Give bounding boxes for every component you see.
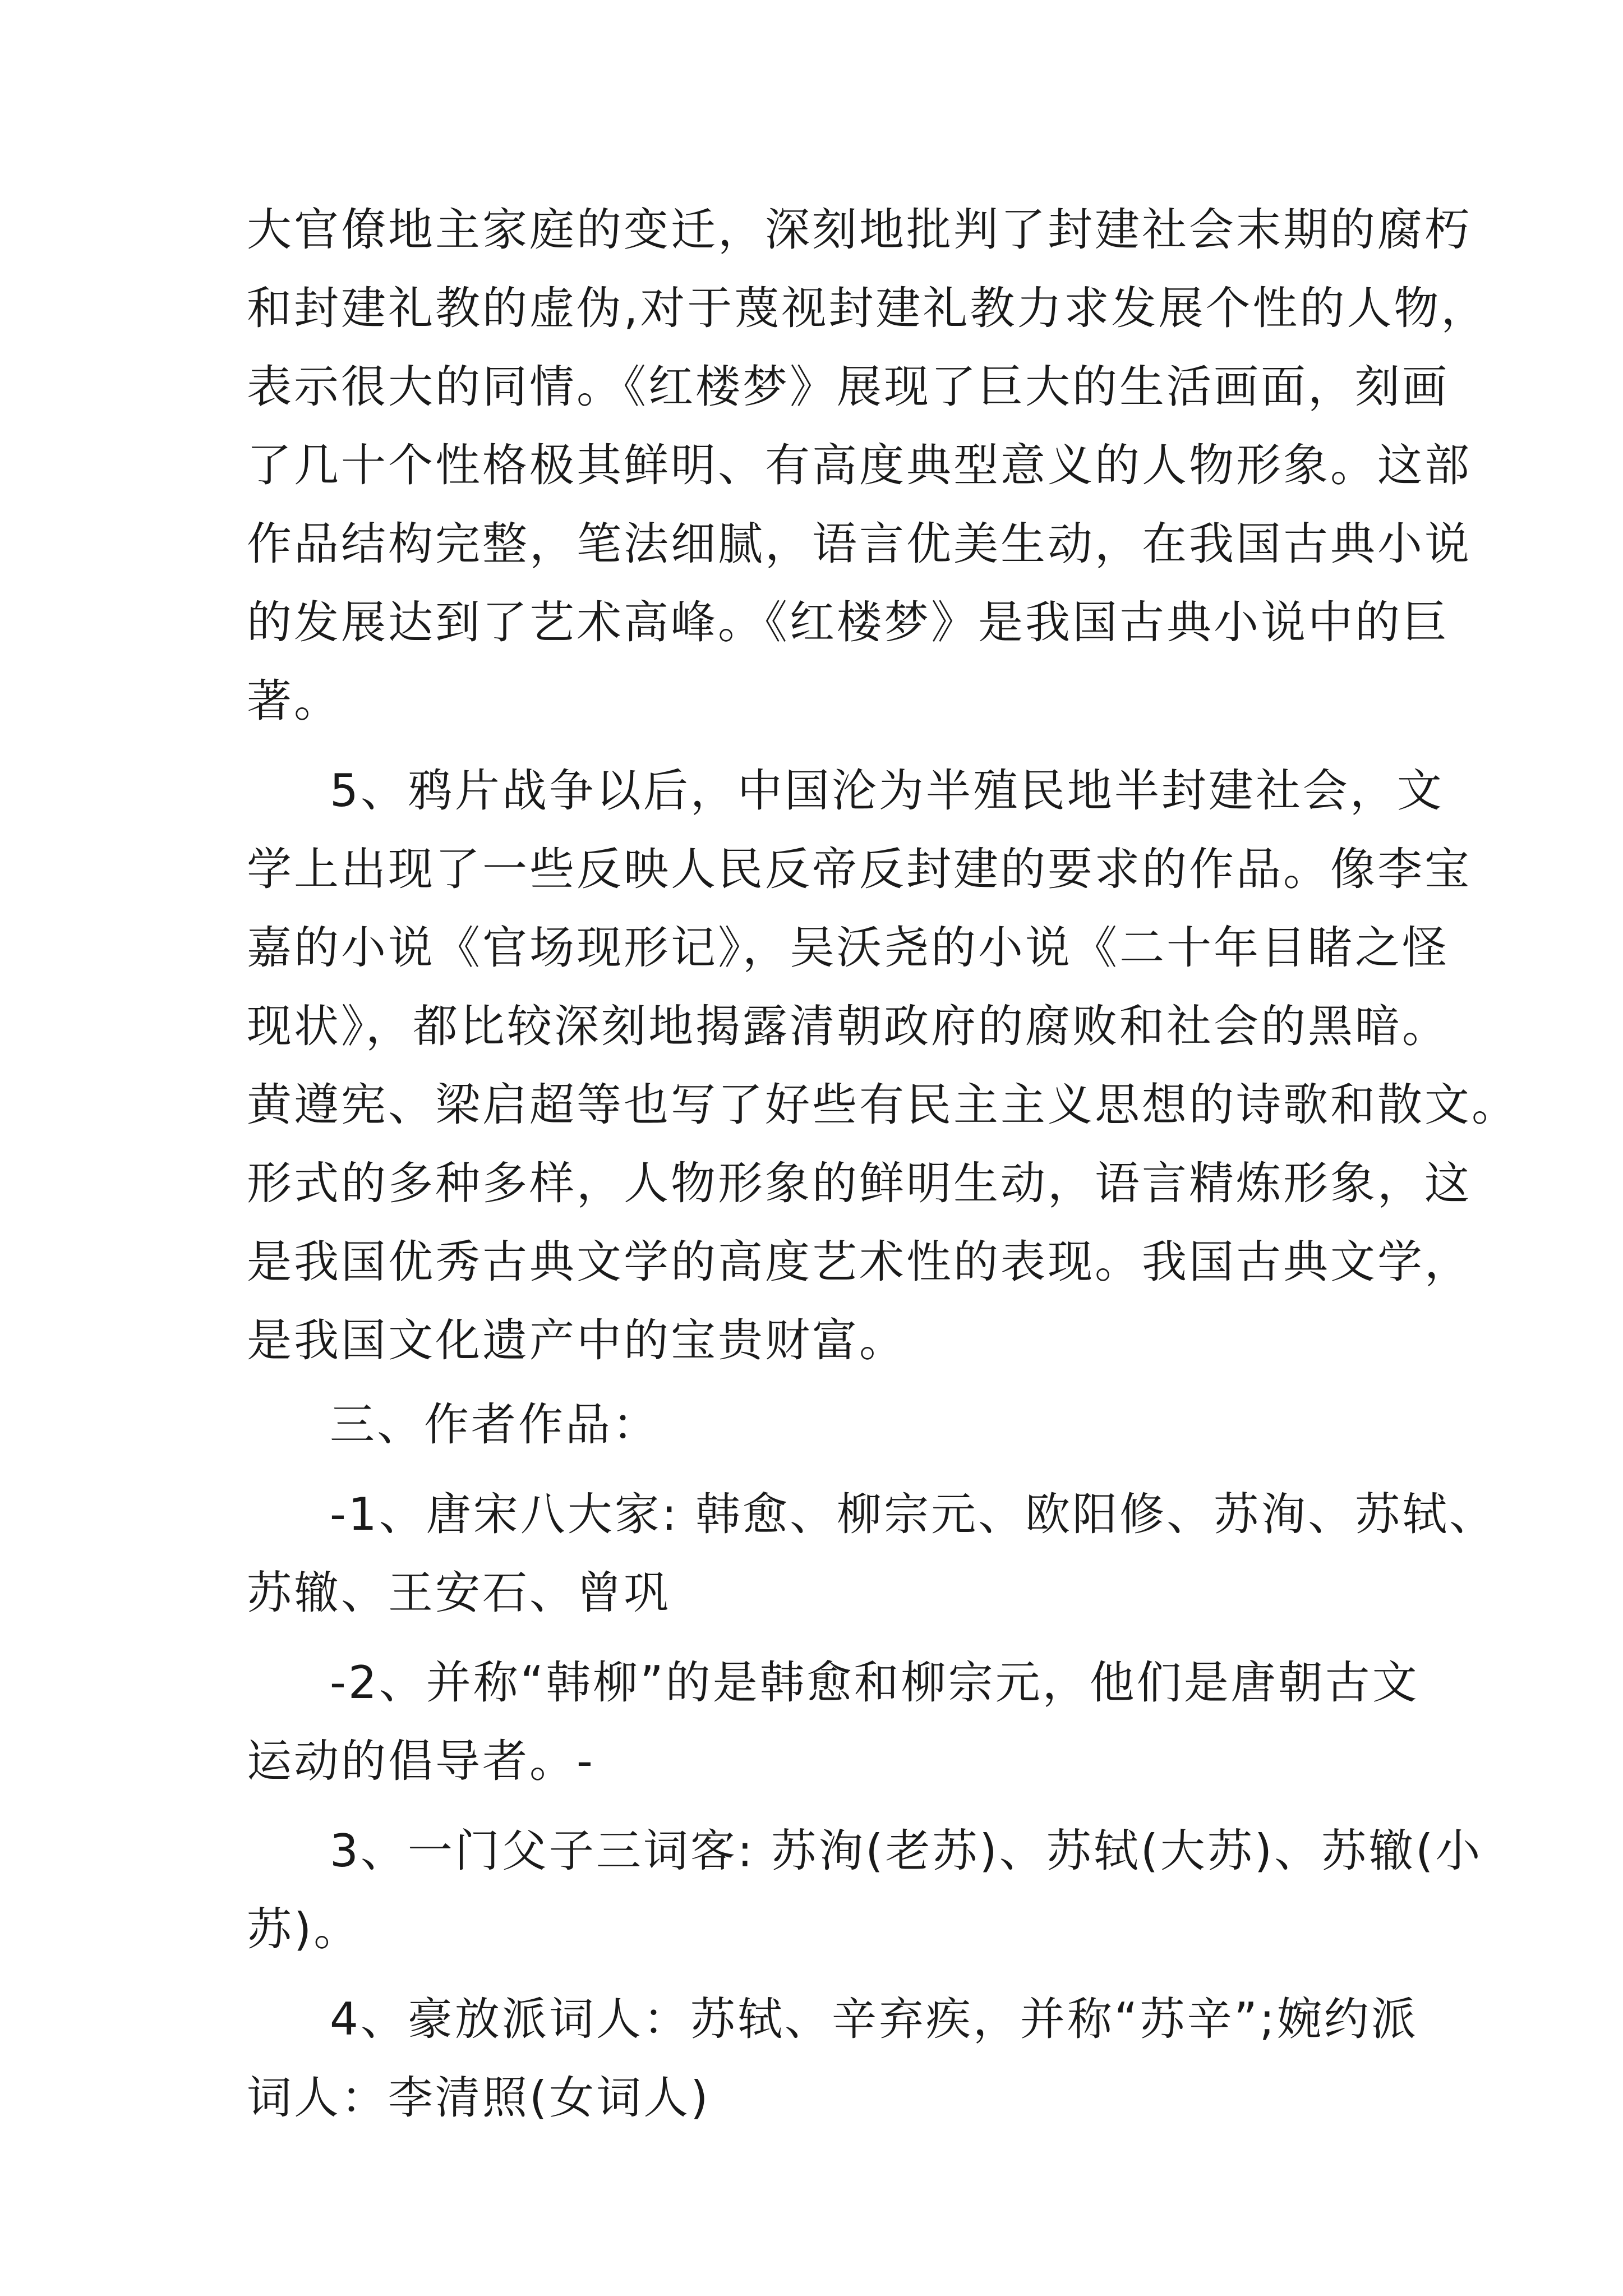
- text-line: 大官僚地主家庭的变迁，深刻地批判了封建社会末期的腐朽: [247, 204, 1472, 256]
- text-line: 嘉的小说《官场现形记》，吴沃尧的小说《二十年目睹之怪: [247, 922, 1449, 974]
- paragraph-start-line: -2、并称“韩柳”的是韩愈和柳宗元，他们是唐朝古文: [330, 1657, 1419, 1709]
- text-line: 苏辙、王安石、曾巩: [247, 1567, 671, 1619]
- text-line: 是我国文化遗产中的宝贵财富。: [247, 1314, 906, 1366]
- text-line: 词人：李清照(女词人): [247, 2072, 711, 2124]
- text-line: 形式的多种多样，人物形象的鲜明生动，语言精炼形象，这: [247, 1157, 1472, 1209]
- paragraph-start-line: 4、豪放派词人：苏轼、辛弃疾，并称“苏辛”;婉约派: [330, 1993, 1418, 2045]
- paragraph-start-line: 3、一门父子三词客: 苏洵(老苏)、苏轼(大苏)、苏辙(小: [330, 1825, 1483, 1877]
- section-heading: 三、作者作品：: [330, 1398, 660, 1451]
- paragraph-start-line: 5、鸦片战争以后，中国沦为半殖民地半封建社会，文: [330, 765, 1444, 817]
- text-line: 运动的倡导者。-: [247, 1735, 595, 1787]
- text-line: 苏)。: [247, 1903, 361, 1955]
- text-line: 著。: [247, 675, 341, 727]
- text-line: 的发展达到了艺术高峰。《红楼梦》是我国古典小说中的巨: [247, 596, 1449, 648]
- text-line: 是我国优秀古典文学的高度艺术性的表现。我国古典文学，: [247, 1236, 1472, 1288]
- text-line: 现状》，都比较深刻地揭露清朝政府的腐败和社会的黑暗。: [247, 1000, 1449, 1052]
- text-line: 表示很大的同情。《红楼梦》展现了巨大的生活画面，刻画: [247, 361, 1449, 413]
- text-line: 了几十个性格极其鲜明、有高度典型意义的人物形象。这部: [247, 439, 1472, 491]
- text-line: 作品结构完整，笔法细腻，语言优美生动，在我国古典小说: [247, 518, 1472, 570]
- text-line: 学上出现了一些反映人民反帝反封建的要求的作品。像李宝: [247, 843, 1472, 895]
- text-line: 黄遵宪、梁启超等也写了好些有民主主义思想的诗歌和散文。: [247, 1079, 1519, 1131]
- paragraph-start-line: -1、唐宋八大家: 韩愈、柳宗元、欧阳修、苏洵、苏轼、: [330, 1488, 1497, 1540]
- text-line: 和封建礼教的虚伪,对于蔑视封建礼教力求发展个性的人物，: [247, 282, 1488, 334]
